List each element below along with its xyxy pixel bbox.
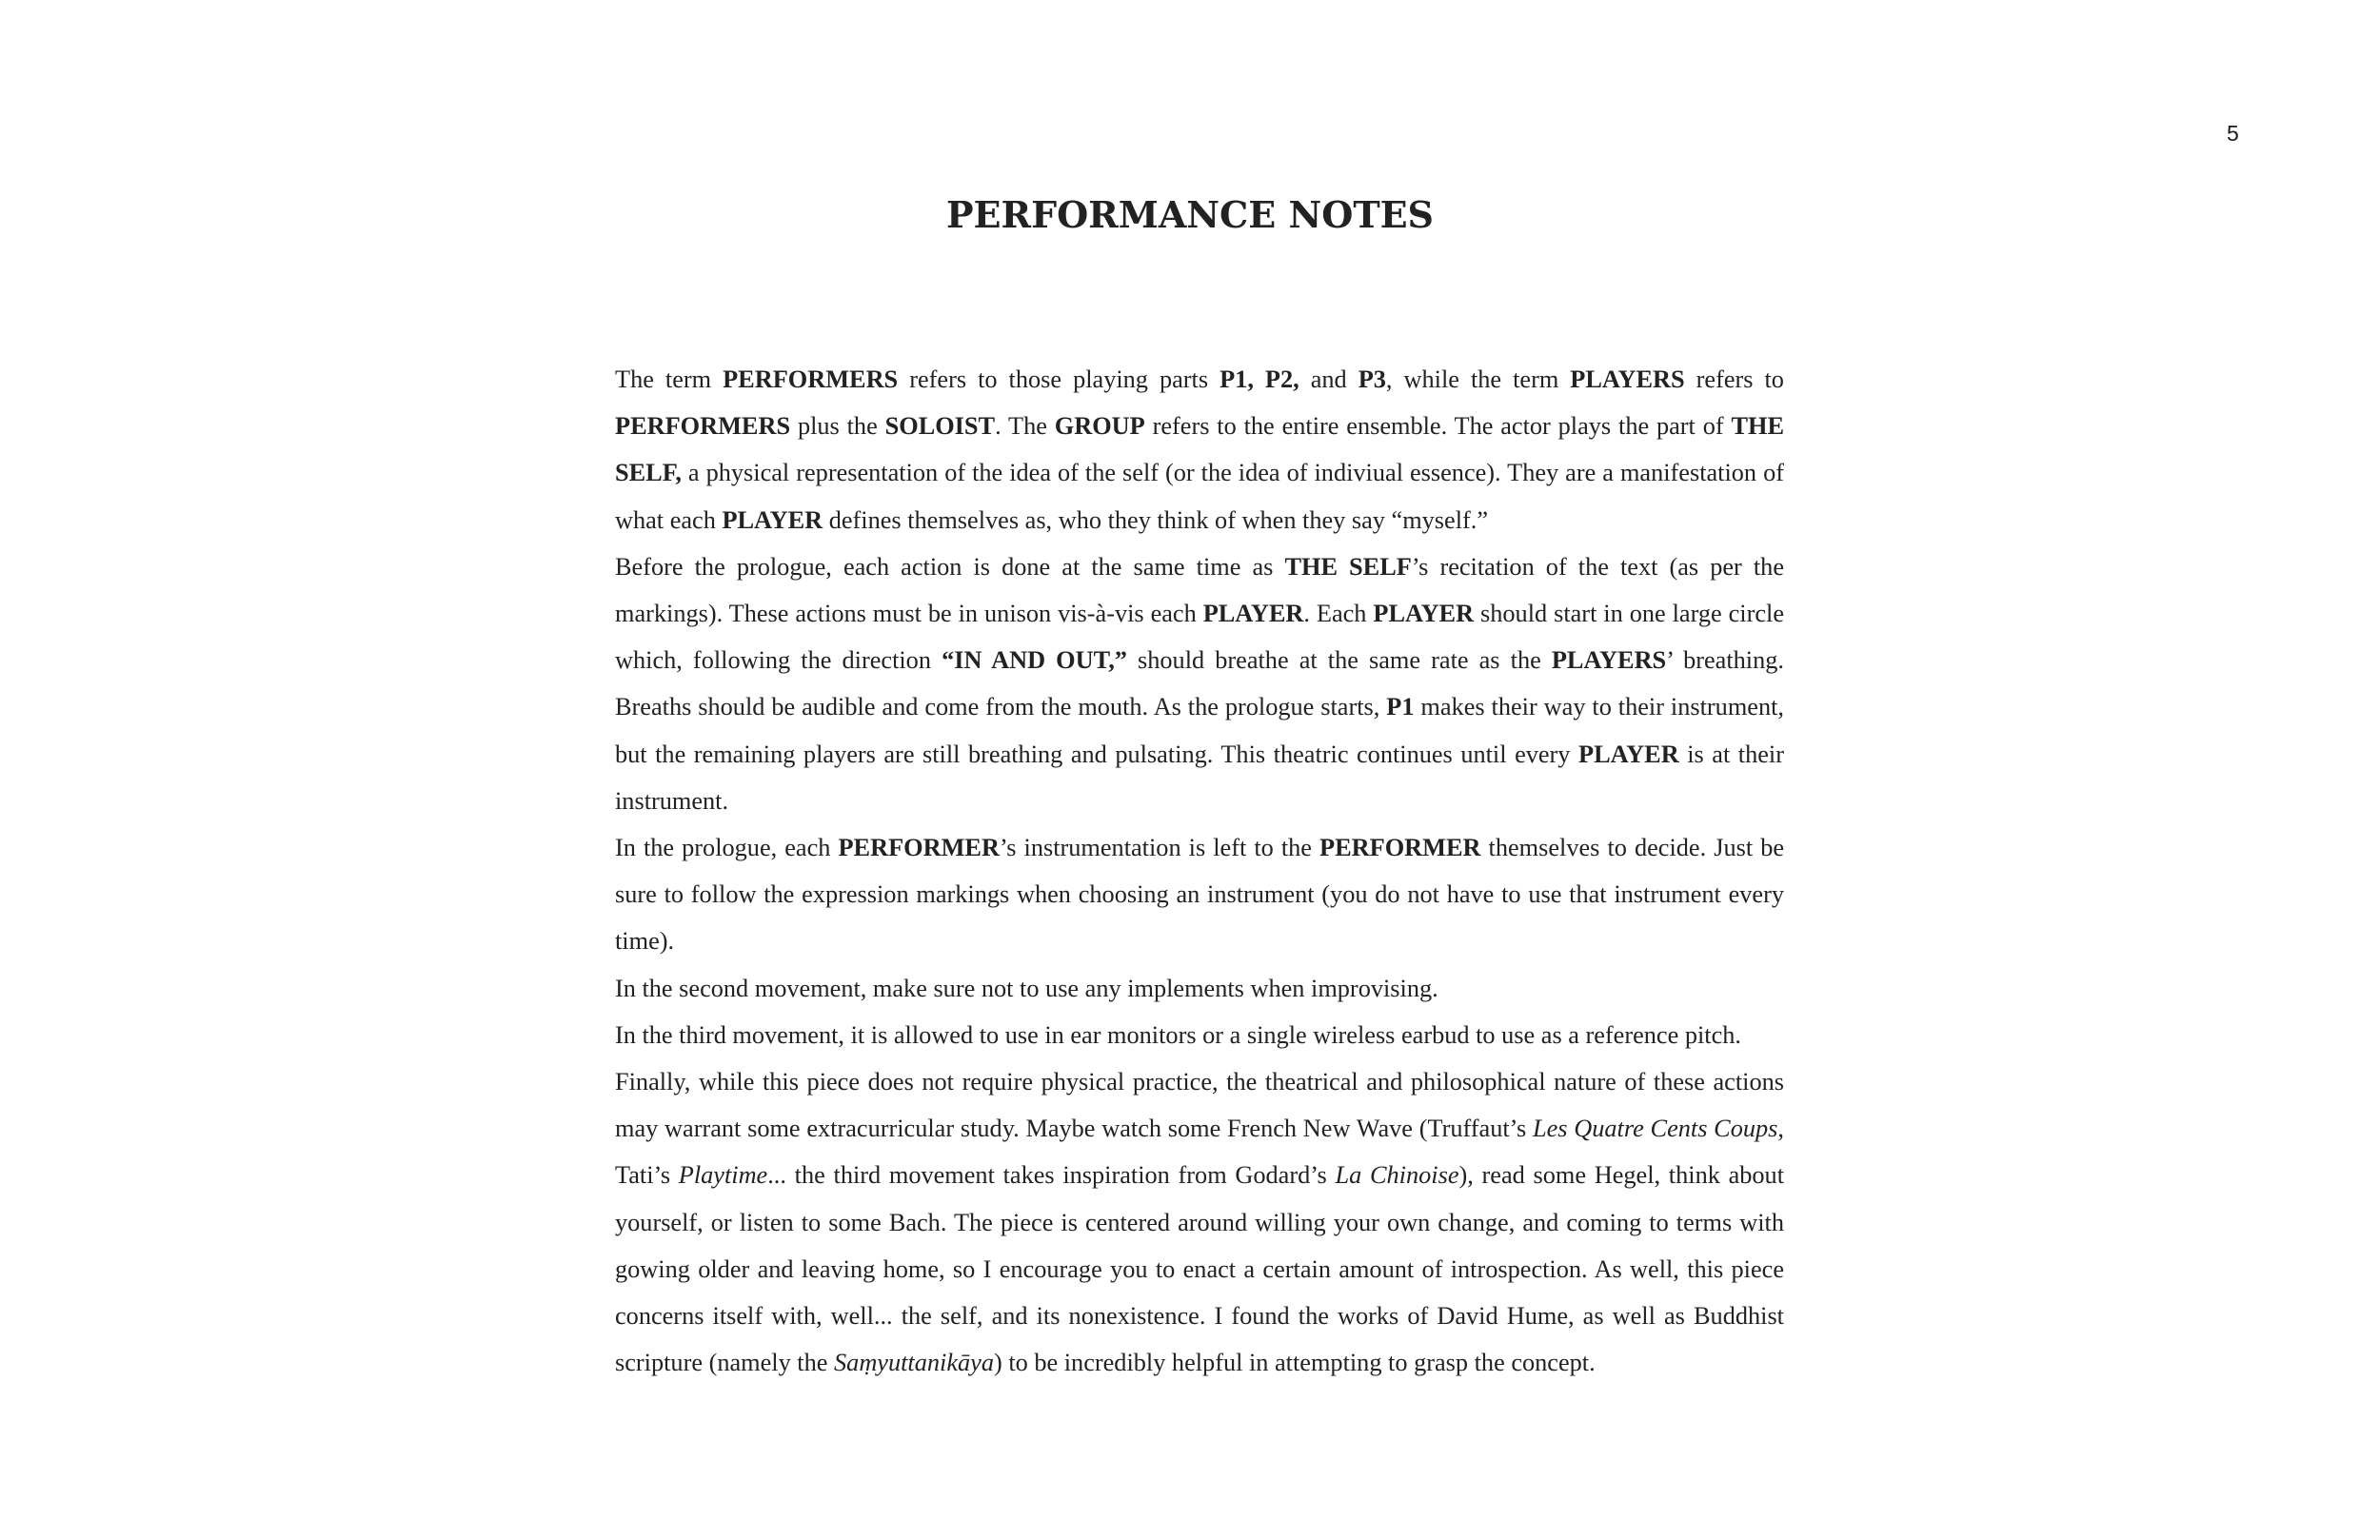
- paragraph-5: [615, 1012, 1784, 1058]
- italic-term: Playtime: [678, 1161, 768, 1190]
- text-run: . The: [995, 412, 1055, 441]
- text-run: The term: [615, 365, 724, 393]
- text-run: defines themselves as, who they think of when they say “myself.”: [823, 505, 1489, 534]
- bold-term: PLAYER: [1202, 600, 1304, 628]
- text-run: Before the prologue, each action is done at the same time as: [615, 552, 1285, 581]
- bold-term: THE SELF: [1284, 552, 1412, 581]
- text-run: ’s instrumentation is left to the: [999, 834, 1320, 862]
- bold-term: PERFORMERS: [723, 365, 899, 393]
- text-run: refers to: [1684, 365, 1784, 393]
- text-run: In the prologue, each: [615, 834, 839, 862]
- text-run: makes their way to their instrument, but the remaining players are still breathing and pulsating. This theatric continues until every: [615, 693, 1784, 768]
- bold-term: GROUP: [1054, 412, 1145, 441]
- paragraph-1: [615, 356, 1784, 543]
- paragraph-3: [615, 824, 1784, 965]
- text-run: . Each: [1303, 600, 1374, 628]
- bold-term: P1: [1386, 693, 1415, 721]
- text-run: refers to those playing parts: [898, 365, 1220, 393]
- text-run: ... the third movement takes inspiration from Godard’s: [767, 1161, 1336, 1190]
- bold-term: PERFORMER: [838, 834, 1000, 862]
- italic-term: Saṃyuttanikāya: [834, 1349, 994, 1377]
- bold-term: P1, P2,: [1220, 365, 1299, 393]
- bold-term: “IN AND OUT,”: [942, 646, 1127, 675]
- text-run: a physical representation of the idea of the self (or the idea of indiviual essence). They are a manifestation of what each: [615, 459, 1784, 534]
- bold-term: PLAYERS: [1551, 646, 1667, 675]
- paragraph-2: [615, 543, 1784, 824]
- text-run: plus the: [790, 412, 885, 441]
- text-run: ) to be incredibly helpful in attempting to grasp the concept.: [993, 1349, 1596, 1377]
- text-run: refers to the entire ensemble. The actor plays the part of: [1144, 412, 1732, 441]
- text-run: , while the term: [1385, 365, 1571, 393]
- italic-term: La Chinoise: [1335, 1161, 1459, 1190]
- bold-term: PLAYER: [1373, 600, 1475, 628]
- paragraph-4: [615, 965, 1784, 1012]
- text-run: Finally, while this piece does not require physical practice, the theatrical and philosophical nature of these actions may warrant some extracurricular study. Maybe watch some French New Wave (Truffaut’s: [615, 1068, 1784, 1143]
- text-run: themselves to decide. Just be sure to follow the expression markings when choosing an instrument (you do not have to use that instrument every time).: [615, 834, 1785, 956]
- bold-term: PLAYER: [722, 505, 823, 534]
- bold-term: P3: [1358, 365, 1386, 393]
- text-run: , Tati’s: [615, 1115, 1784, 1190]
- italic-term: Les Quatre Cents Coups: [1532, 1115, 1778, 1143]
- page-number: 5: [2227, 121, 2239, 146]
- bold-term: THE SELF,: [615, 412, 1785, 487]
- text-run: ’s recitation of the text (as per the markings). These actions must be in unison vis-à-vis each: [615, 552, 1784, 628]
- text-run: In the third movement, it is allowed to use in ear monitors or a single wireless earbud to use as a reference pitch.: [615, 1020, 1742, 1049]
- bold-term: PERFORMERS: [615, 412, 791, 441]
- performance-notes-body: [615, 356, 1784, 1386]
- text-run: and: [1299, 365, 1359, 393]
- text-run: ’ breathing. Breaths should be audible and come from the mouth. As the prologue starts,: [615, 646, 1784, 721]
- paragraph-6: [615, 1058, 1784, 1386]
- bold-term: PLAYER: [1578, 740, 1679, 768]
- text-run: In the second movement, make sure not to use any implements when improvising.: [615, 974, 1438, 1002]
- text-run: is at their instrument.: [615, 740, 1784, 815]
- page-title: PERFORMANCE NOTES: [945, 193, 1435, 236]
- bold-term: PLAYERS: [1570, 365, 1685, 393]
- bold-term: PERFORMER: [1319, 834, 1481, 862]
- text-run: ), read some Hegel, think about yourself, or listen to some Bach. The piece is centered around willing your own change, and coming to terms with gowing older and leaving home, so I encourage you to enact a certain amount of introspection. As well, this piece concerns itself with, well... the self, and its nonexistence. I found the works of David Hume, as well as Buddhist scripture (namely the: [615, 1161, 1784, 1377]
- bold-term: SOLOIST: [884, 412, 996, 441]
- text-run: should start in one large circle which, following the direction: [615, 600, 1784, 675]
- text-run: should breathe at the same rate as the: [1126, 646, 1552, 675]
